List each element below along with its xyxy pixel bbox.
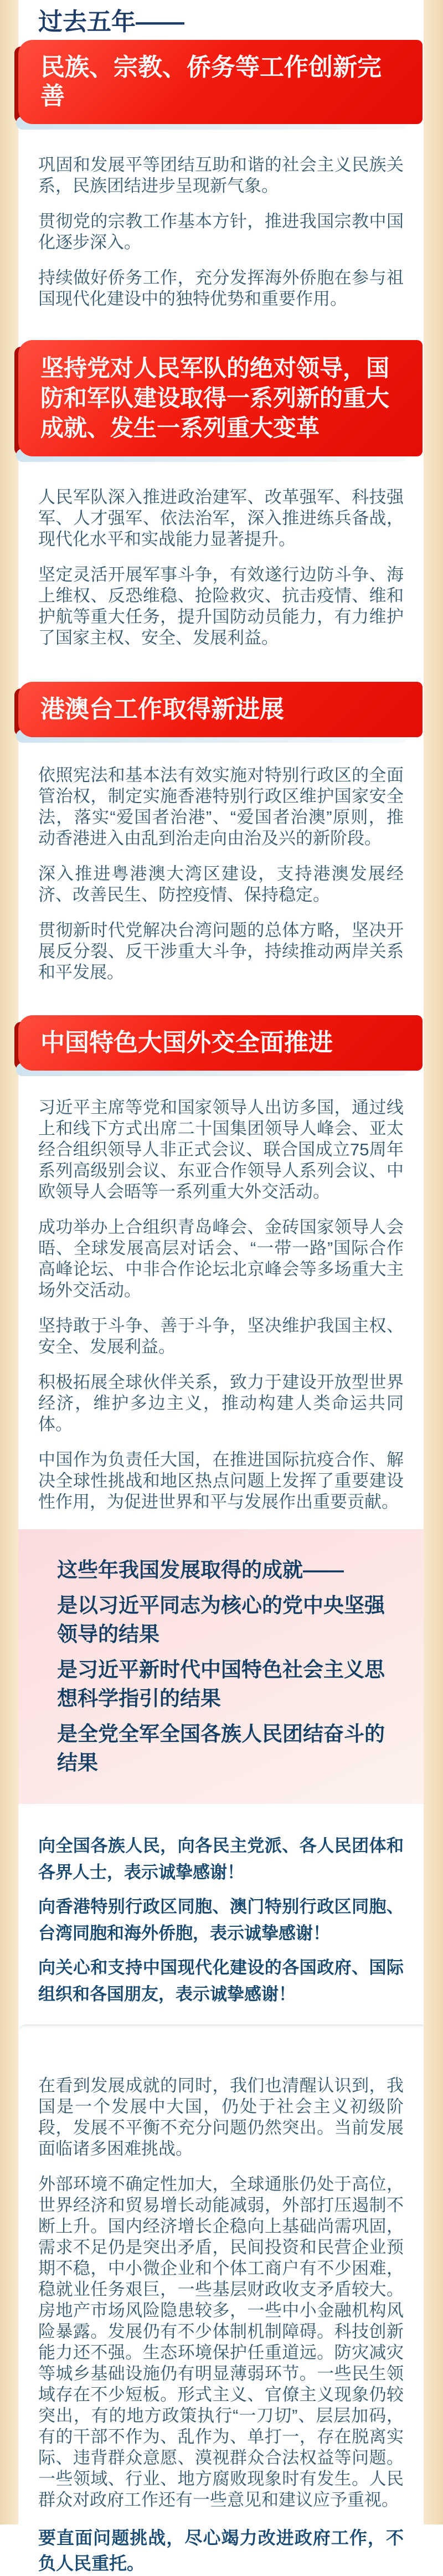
section-banner-label: 港澳台工作取得新进展 — [18, 682, 423, 737]
content-column — [18, 0, 424, 2573]
achievements-highlight-band — [18, 1529, 424, 1804]
section-banner-diplomacy — [18, 1015, 423, 1071]
paragraph: 在看到发展成就的同时，我们也清醒认识到，我国是一个发展中大国，仍处于社会主义初级阶段，发展不平衡不充分问题仍然突出。当前发展面临诸多困难挑战。 — [38, 2076, 404, 2158]
paragraph: 中国作为负责任大国，在推进国际抗疫合作、解决全球性挑战和地区热点问题上发挥了重要建设性作用，为促进世界和平与发展作出重要贡献。 — [38, 1450, 404, 1511]
achievements-lead: 这些年我国发展取得的成就—— — [57, 1559, 344, 1581]
section-banner-hk-macao-taiwan — [18, 682, 423, 737]
section-body — [18, 456, 424, 649]
card-divider — [18, 2024, 424, 2032]
achievement-item: 是习近平新时代中国特色社会主义思想科学指引的结果 — [57, 1658, 385, 1710]
paragraph: 人民军队深入推进政治建军、改革强军、科技强军、人才强军、依法治军，深入推进练兵备战，现代化水平和实战能力显著提升。 — [38, 487, 404, 549]
paragraph: 深入推进粤港澳大湾区建设，支持港澳发展经济、改善民生、防控疫情、保持稳定。 — [38, 864, 404, 904]
paragraph: 贯彻党的宗教工作基本方针，推进我国宗教中国化逐步深入。 — [38, 212, 404, 252]
page-title: 过去五年—— — [38, 8, 184, 35]
paragraph: 外部环境不确定性加大，全球通胀仍处于高位，世界经济和贸易增长动能减弱，外部打压遏制不断上升。国内经济增长企稳向上基础尚需巩固，需求不足仍是突出矛盾，民间投资和民营企业预期不稳，中小微企业和个体工商户有不少困难，稳就业任务艰巨，一些基层财政收支矛盾较大。房地产市场风险隐患较多，一些中小金融机构风险暴露。发展仍有不少体制机制障碍。科技创新能力还不强。生态环境保护任重道远。防灾减灾等城乡基础设施仍有明显薄弱环节。一些民生领域存在不少短板。形式主义、官僚主义现象仍较突出，有的地方政策执行“一刀切”、层层加码，有的干部不作为、乱作为、单打一，存在脱离实际、违背群众意愿、漠视群众合法权益等问题。一些领域、行业、地方腐败现象时有发生。人民群众对政府工作还有一些意见和建议应予重视。 — [38, 2174, 404, 2510]
section-body — [18, 1071, 424, 1513]
section-banner-label: 民族、宗教、侨务等工作创新完善 — [18, 40, 423, 124]
gratitude-paragraph: 向全国各族人民，向各民主党派、各人民团体和各界人士，表示诚挚感谢！ — [38, 1836, 404, 1882]
section-body — [18, 124, 424, 310]
paragraph: 巩固和发展平等团结互助和谐的社会主义民族关系，民族团结进步呈现新气象。 — [38, 155, 404, 196]
achievement-item: 是以习近平同志为核心的党中央坚强领导的结果 — [57, 1594, 385, 1646]
paragraph: 依照宪法和基本法有效实施对特别行政区的全面管治权，制定实施香港特别行政区维护国家安全法，落实“爱国者治港”、“爱国者治澳”原则，推动香港进入由乱到治走向由治及兴的新阶段。 — [38, 765, 404, 848]
closing-emphasis: 要直面问题挑战，尽心竭力改进政府工作，不负人民重托。 — [38, 2528, 404, 2573]
gratitude-paragraph: 向香港特别行政区同胞、澳门特别行政区同胞、台湾同胞和海外侨胞，表示诚挚感谢！ — [38, 1897, 404, 1943]
paragraph: 积极拓展全球伙伴关系，致力于建设开放型世界经济，维护多边主义，推动构建人类命运共同体。 — [38, 1372, 404, 1434]
paragraph: 坚定灵活开展军事斗争，有效遂行边防斗争、海上维权、反恐维稳、抢险救灾、抗击疫情、维和护航等重大任务，提升国防动员能力，有力维护了国家主权、安全、发展利益。 — [38, 565, 404, 647]
gratitude-paragraph: 向关心和支持中国现代化建设的各国政府、国际组织和各国朋友，表示诚挚感谢！ — [38, 1958, 404, 2004]
paragraph: 贯彻新时代党解决台湾问题的总体方略，坚决开展反分裂、反干涉重大斗争，持续推动两岸关系和平发展。 — [38, 921, 404, 982]
challenges-block — [18, 2032, 424, 2576]
section-banner-label: 中国特色大国外交全面推进 — [18, 1015, 423, 1071]
gratitude-block — [18, 1804, 424, 2021]
paragraph: 持续做好侨务工作，充分发挥海外侨胞在参与祖国现代化建设中的独特优势和重要作用。 — [38, 268, 404, 308]
achievement-item: 是全党全军全国各族人民团结奋斗的结果 — [57, 1723, 385, 1774]
paragraph: 习近平主席等党和国家领导人出访多国，通过线上和线下方式出席二十国集团领导人峰会、亚太经合组织领导人非正式会议、联合国成立75周年系列高级别会议、东亚合作领导人系列会议、中欧领导人会晤等一系列重大外交活动。 — [38, 1098, 404, 1201]
section-banner-ethnic-religious-overseas — [18, 40, 423, 124]
section-body — [18, 737, 424, 983]
section-banner-military — [18, 340, 423, 456]
paragraph: 坚持敢于斗争、善于斗争，坚决维护我国主权、安全、发展利益。 — [38, 1316, 404, 1356]
paragraph: 成功举办上合组织青岛峰会、金砖国家领导人会晤、全球发展高层对话会、“一带一路”国际合作高峰论坛、中非合作论坛北京峰会等多场重大主场外交活动。 — [38, 1217, 404, 1300]
section-banner-label: 坚持党对人民军队的绝对领导，国防和军队建设取得一系列新的重大成就、发生一系列重大变革 — [18, 340, 423, 456]
